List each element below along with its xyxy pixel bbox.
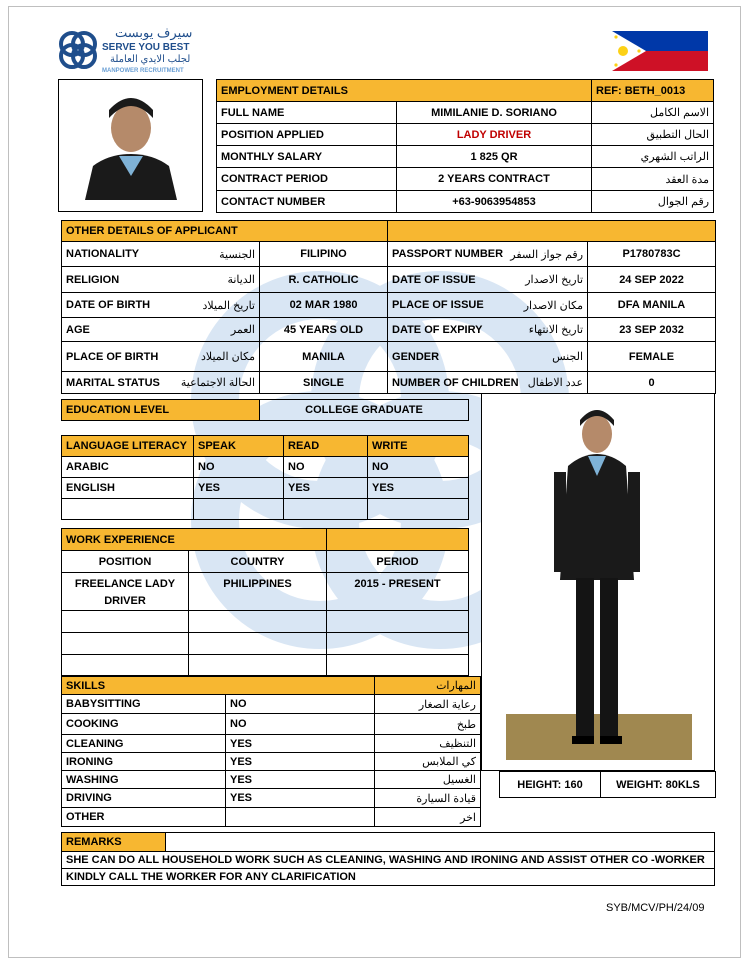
passport-number-arabic: رقم جواز السفر (510, 248, 584, 261)
skill-arabic: التنظيف (375, 735, 481, 753)
religion-arabic: الديانة (227, 274, 255, 286)
skill-row (62, 808, 481, 827)
age-arabic: العمر (230, 324, 255, 336)
skill-value: YES (226, 771, 375, 789)
marital-status-value: SINGLE (260, 372, 388, 394)
skill-label: IRONING (62, 753, 226, 771)
reference-number: REF: BETH_0013 (592, 80, 714, 102)
skill-value: YES (226, 753, 375, 771)
applicant-portrait-photo (58, 79, 203, 212)
skill-value: YES (226, 789, 375, 808)
philippines-flag-icon (612, 31, 708, 71)
date-of-issue-value: 24 SEP 2022 (588, 267, 716, 293)
religion-value: R. CATHOLIC (260, 267, 388, 293)
work-period: 2015 - PRESENT (327, 573, 469, 611)
marital-status-label: MARITAL STATUS (66, 376, 160, 389)
logo-mark-icon (55, 27, 101, 73)
place-of-birth-arabic: مكان الميلاد (200, 351, 255, 363)
remarks-line: KINDLY CALL THE WORKER FOR ANY CLARIFICATION (62, 869, 715, 886)
write-header: WRITE (368, 436, 469, 457)
language-header: LANGUAGE LITERACY (62, 436, 194, 457)
position-column-header: POSITION (62, 551, 189, 573)
age-label: AGE (66, 323, 90, 336)
passport-number-value: P1780783C (588, 242, 716, 267)
language-row-empty (62, 499, 469, 520)
date-of-issue-arabic: تاريخ الاصدار (525, 274, 584, 286)
language-row (62, 457, 469, 478)
religion-label: RELIGION (66, 273, 120, 286)
contact-number-value: +63-9063954853 (397, 191, 592, 213)
skill-arabic: رعاية الصغار (375, 695, 481, 714)
skill-label: WASHING (62, 771, 226, 789)
number-of-children-label: NUMBER OF CHILDREN (392, 376, 519, 389)
remarks-header-blank (166, 833, 715, 852)
position-applied-label: POSITION APPLIED (217, 124, 397, 146)
remarks-table (61, 832, 715, 886)
speak-value: YES (194, 478, 284, 499)
place-of-issue-value: DFA MANILA (588, 293, 716, 318)
work-experience-header: WORK EXPERIENCE (62, 529, 327, 551)
skill-arabic: كي الملابس (375, 753, 481, 771)
speak-value: NO (194, 457, 284, 478)
skill-row (62, 771, 481, 789)
skill-arabic: طبخ (375, 714, 481, 735)
read-value: NO (284, 457, 368, 478)
skill-arabic: قيادة السيارة (375, 789, 481, 808)
skill-row (62, 735, 481, 753)
date-of-birth-label: DATE OF BIRTH (66, 299, 151, 311)
logo-arabic-name: سيرف يوبست (115, 25, 193, 40)
other-details-header-blank (388, 221, 716, 242)
other-details-header: OTHER DETAILS OF APPLICANT (62, 221, 388, 242)
work-row-empty (62, 655, 469, 676)
skill-arabic: اخر (375, 808, 481, 827)
work-experience-header-blank (327, 529, 469, 551)
remarks-line: SHE CAN DO ALL HOUSEHOLD WORK SUCH AS CLEANING, WASHING AND IRONING AND ASSIST OTHER CO -WORKER (62, 852, 715, 869)
contract-period-label: CONTRACT PERIOD (217, 168, 397, 191)
nationality-arabic: الجنسية (219, 248, 255, 261)
skill-value (226, 808, 375, 827)
gender-value: FEMALE (588, 342, 716, 372)
position-applied-arabic: الحال التطبيق (592, 124, 714, 146)
contact-number-label: CONTACT NUMBER (217, 191, 397, 213)
skill-row (62, 695, 481, 714)
date-of-expiry-arabic: تاريخ الانتهاء (528, 324, 584, 336)
education-level-label: EDUCATION LEVEL (62, 400, 260, 421)
skill-label: OTHER (62, 808, 226, 827)
read-value: YES (284, 478, 368, 499)
monthly-salary-label: MONTHLY SALARY (217, 146, 397, 168)
education-table (61, 399, 469, 421)
nationality-value: FILIPINO (260, 242, 388, 267)
skill-label: CLEANING (62, 735, 226, 753)
gender-arabic: الجنس (552, 351, 584, 363)
place-of-issue-label: PLACE OF ISSUE (392, 299, 484, 311)
position-applied-value: LADY DRIVER (397, 124, 592, 146)
logo-arabic-tagline: لجلب الايدي العاملة (110, 54, 191, 65)
remarks-header: REMARKS (62, 833, 166, 852)
employment-details-table (216, 79, 714, 213)
date-of-birth-arabic: تاريخ الميلاد (202, 299, 255, 312)
skill-label: COOKING (62, 714, 226, 735)
footer-code: SYB/MCV/PH/24/09 (606, 902, 705, 914)
language-literacy-table (61, 435, 469, 520)
skill-arabic: الغسيل (375, 771, 481, 789)
monthly-salary-value: 1 825 QR (397, 146, 592, 168)
education-level-value: COLLEGE GRADUATE (260, 400, 469, 421)
work-position: FREELANCE LADY DRIVER (62, 573, 189, 611)
full-name-arabic: الاسم الكامل (592, 102, 714, 124)
date-of-expiry-label: DATE OF EXPIRY (392, 323, 483, 336)
company-logo (55, 27, 205, 79)
work-country: PHILIPPINES (189, 573, 327, 611)
skill-row (62, 789, 481, 808)
contract-period-arabic: مدة العقد (592, 168, 714, 191)
skills-arabic-header: المهارات (375, 677, 481, 695)
skills-table (61, 676, 481, 827)
measurements-table (499, 771, 716, 798)
date-of-issue-label: DATE OF ISSUE (392, 273, 476, 286)
skill-value: NO (226, 695, 375, 714)
full-name-label: FULL NAME (217, 102, 397, 124)
place-of-birth-value: MANILA (260, 342, 388, 372)
skills-header-label: SKILLS (66, 679, 106, 692)
applicant-full-body-photo (481, 393, 715, 771)
write-value: NO (368, 457, 469, 478)
contract-period-value: 2 YEARS CONTRACT (397, 168, 592, 191)
weight-value: WEIGHT: 80KLS (601, 772, 716, 798)
write-value: YES (368, 478, 469, 499)
other-details-table (61, 220, 716, 394)
skill-value: NO (226, 714, 375, 735)
nationality-label: NATIONALITY (66, 248, 140, 260)
speak-header: SPEAK (194, 436, 284, 457)
skill-row (62, 753, 481, 771)
skill-value: YES (226, 735, 375, 753)
skill-row (62, 714, 481, 735)
contact-number-arabic: رقم الجوال (592, 191, 714, 213)
work-row (62, 573, 469, 611)
language-name: ARABIC (62, 457, 194, 478)
marital-status-arabic: الحالة الاجتماعية (180, 377, 255, 389)
monthly-salary-arabic: الراتب الشهري (592, 146, 714, 168)
work-experience-table (61, 528, 469, 676)
read-header: READ (284, 436, 368, 457)
language-row (62, 478, 469, 499)
skill-label: BABYSITTING (62, 695, 226, 714)
number-of-children-value: 0 (588, 372, 716, 394)
date-of-expiry-value: 23 SEP 2032 (588, 318, 716, 342)
logo-tagline: MANPOWER RECRUITMENT (102, 68, 184, 74)
portrait-figure (59, 80, 202, 211)
employment-details-header: EMPLOYMENT DETAILS (217, 80, 592, 102)
skills-header (62, 677, 375, 695)
number-of-children-arabic: عدد الاطفال (527, 377, 584, 389)
full-name-value: MIMILANIE D. SORIANO (397, 102, 592, 124)
work-row-empty (62, 611, 469, 633)
full-body-figure (482, 394, 714, 770)
work-row-empty (62, 633, 469, 655)
language-name: ENGLISH (62, 478, 194, 499)
period-column-header: PERIOD (327, 551, 469, 573)
age-value: 45 YEARS OLD (260, 318, 388, 342)
date-of-birth-value: 02 MAR 1980 (260, 293, 388, 318)
skill-label: DRIVING (62, 789, 226, 808)
country-column-header: COUNTRY (189, 551, 327, 573)
place-of-birth-label: PLACE OF BIRTH (66, 350, 159, 363)
logo-name: SERVE YOU BEST (102, 42, 190, 53)
passport-number-label: PASSPORT NUMBER (392, 248, 504, 260)
height-value: HEIGHT: 160 (500, 772, 601, 798)
place-of-issue-arabic: مكان الاصدار (523, 299, 584, 312)
gender-label: GENDER (392, 350, 440, 363)
